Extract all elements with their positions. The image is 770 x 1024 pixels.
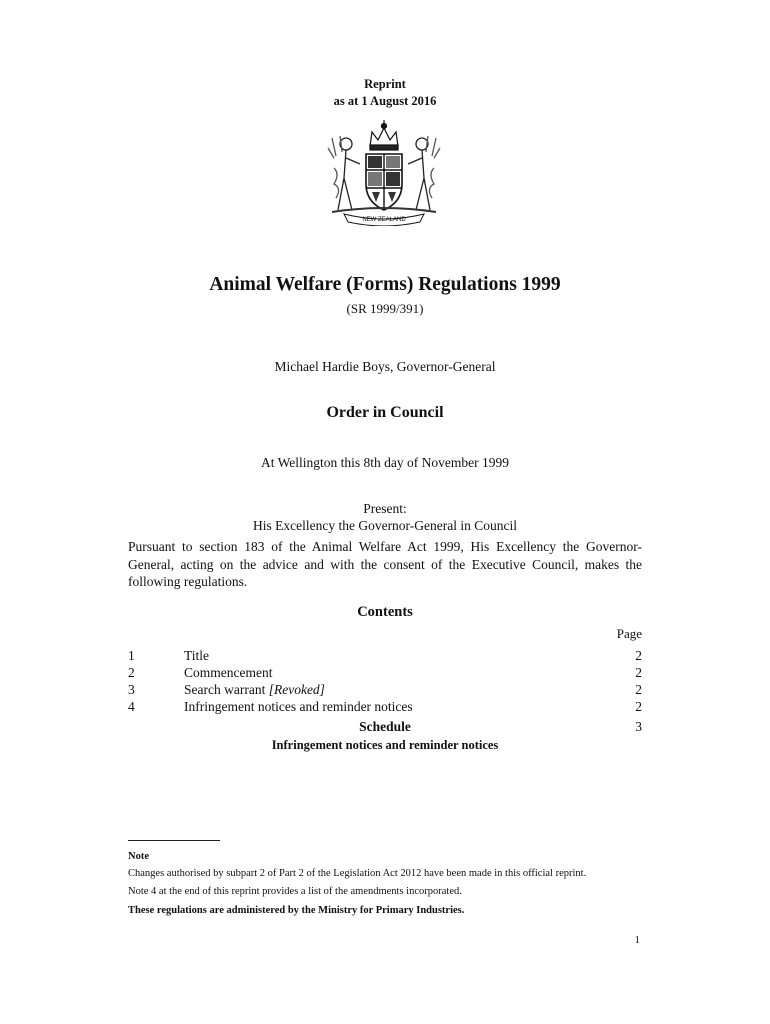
crest-motto: NEW ZEALAND [362,217,406,223]
note-line: Note 4 at the end of this reprint provides a list of the amendments incorporated. [128,886,462,897]
sr-number: (SR 1999/391) [346,301,424,316]
row-label: Search warrant [Revoked] [184,682,325,697]
coat-of-arms-icon [320,118,448,226]
row-number: 1 [128,648,135,663]
present-text: His Excellency the Governor-General in Council [252,518,517,533]
revoked-marker: [Revoked] [268,682,325,697]
schedule-row[interactable] [128,719,642,736]
order-in-council-heading: Order in Council [326,404,444,421]
row-page: 2 [635,699,642,714]
row-label: Infringement notices and reminder notices [184,699,413,714]
row-page: 2 [635,682,642,697]
present-block [0,500,770,534]
schedule-page: 3 [635,719,642,734]
pursuant-paragraph: Pursuant to section 183 of the Animal Welfare Act 1999, His Excellency the Governor-General, acting on the advice and with the consent of the Executive Council, makes the following regulations. [128,539,642,589]
contents-row[interactable] [128,699,642,716]
note-line: Changes authorised by subpart 2 of Part 2 of the Legislation Act 2012 have been made in this official reprint. [128,868,587,879]
place-date: At Wellington this 8th day of November 1999 [260,455,509,470]
page-number: 1 [634,934,640,946]
present-label: Present: [363,501,407,516]
contents-heading: Contents [357,604,413,620]
row-number: 3 [128,682,135,697]
row-label: Commencement [184,665,273,680]
regulation-title: Animal Welfare (Forms) Regulations 1999 [209,274,561,295]
row-label: Title [184,648,210,663]
administering-ministry: These regulations are administered by the Ministry for Primary Industries. [128,905,465,916]
reprint-date: as at 1 August 2016 [333,94,437,108]
schedule-label: Schedule [359,719,411,734]
reprint-header [0,76,770,110]
footnote-divider [128,840,220,841]
schedule-subtitle: Infringement notices and reminder notices [271,738,499,752]
reprint-label: Reprint [364,77,406,91]
page-column-label: Page [616,626,642,641]
note-heading: Note [128,851,149,862]
contents-row[interactable] [128,682,642,699]
contents-row[interactable] [128,665,642,682]
row-page: 2 [635,665,642,680]
contents-row[interactable] [128,648,642,665]
governor-general: Michael Hardie Boys, Governor-General [274,359,496,374]
row-number: 4 [128,699,135,714]
row-page: 2 [635,648,642,663]
row-number: 2 [128,665,135,680]
